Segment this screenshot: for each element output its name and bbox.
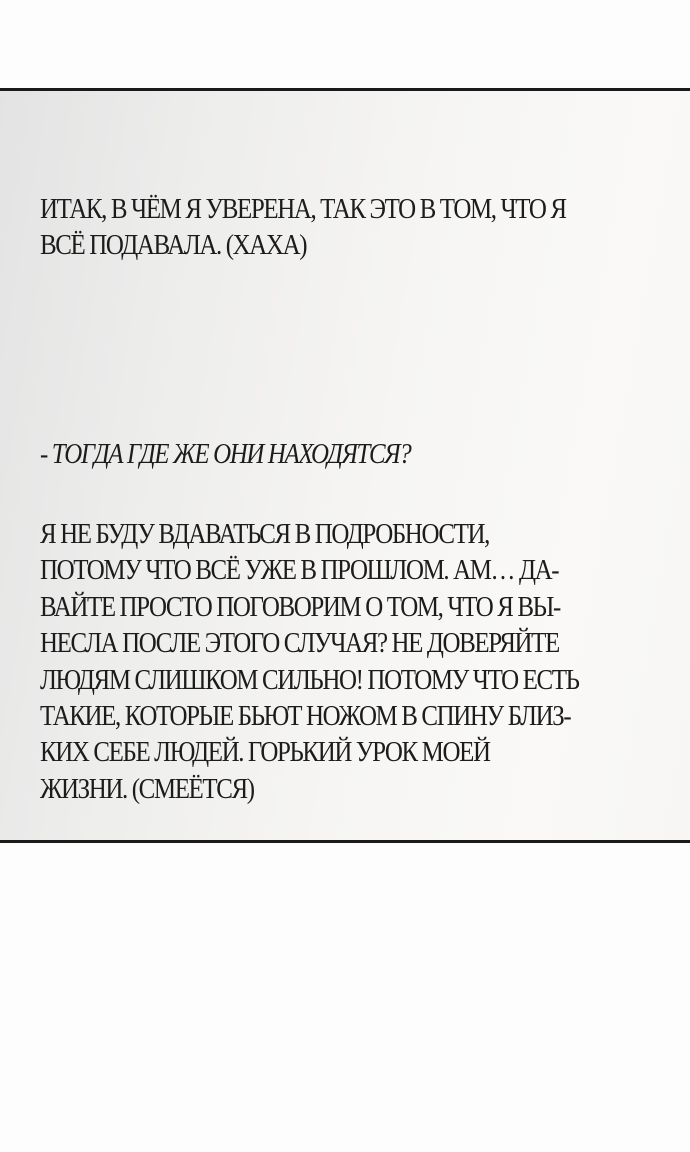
intro-line-1: ИТАК, В ЧЁМ Я УВЕРЕНА, ТАК ЭТО В ТОМ, ЧТО Я	[40, 193, 566, 225]
answer-line-3: ВАЙТЕ ПРОСТО ПОГОВОРИМ О ТОМ, ЧТО Я ВЫ-	[40, 590, 560, 623]
comic-panel	[0, 88, 690, 843]
answer-line-4: НЕСЛА ПОСЛЕ ЭТОГО СЛУЧАЯ? НЕ ДОВЕРЯЙТЕ	[40, 627, 559, 660]
interview-question	[40, 436, 590, 472]
answer-line-1: Я НЕ БУДУ ВДАВАТЬСЯ В ПОДРОБНОСТИ,	[40, 518, 490, 550]
answer-line-5: ЛЮДЯМ СЛИШКОМ СИЛЬНО! ПОТОМУ ЧТО ЕСТЬ	[40, 663, 579, 696]
answer-line-8: ЖИЗНИ. (СМЕЁТСЯ)	[40, 772, 254, 805]
question-text: - ТОГДА ГДЕ ЖЕ ОНИ НАХОДЯТСЯ?	[40, 438, 411, 470]
intro-line-2: ВСЁ ПОДАВАЛА. (ХАХА)	[40, 229, 307, 261]
answer-line-7: КИХ СЕБЕ ЛЮДЕЙ. ГОРЬКИЙ УРОК МОЕЙ	[40, 736, 490, 769]
answer-paragraph	[40, 516, 590, 807]
answer-line-6: ТАКИЕ, КОТОРЫЕ БЬЮТ НОЖОМ В СПИНУ БЛИЗ-	[40, 700, 571, 733]
answer-line-2: ПОТОМУ ЧТО ВСЁ УЖЕ В ПРОШЛОМ. АМ… ДА-	[40, 554, 559, 587]
intro-paragraph	[40, 191, 590, 263]
